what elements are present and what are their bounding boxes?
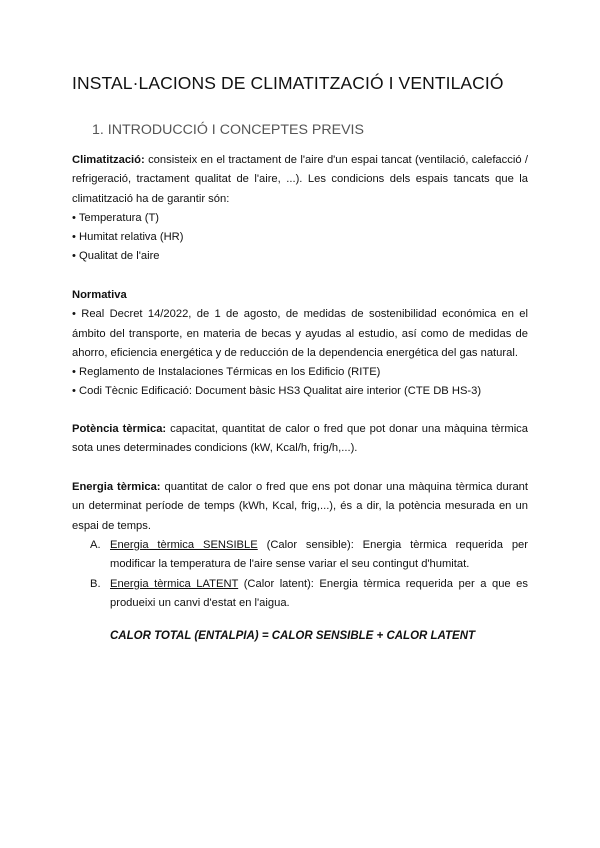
list-marker: A.: [90, 539, 101, 551]
climatitzacio-paragraph: [72, 151, 528, 267]
normativa-section: [72, 286, 528, 402]
item-label: Energia tèrmica LATENT: [110, 577, 239, 590]
term: Climatització:: [72, 154, 145, 166]
term: Potència tèrmica:: [72, 423, 167, 435]
definition: consisteix en el tractament de l'aire d'un espai tancat (ventilació, calefacció / refrigeració, tractament qualitat de l'aire, ...). Les condicions dels espais tancats que la climatització ha de garantir són:: [72, 154, 528, 205]
list-item: • Codi Tècnic Edificació: Document bàsic HS3 Qualitat aire interior (CTE DB HS-3): [72, 385, 482, 398]
list-item: [90, 575, 528, 614]
energia-paragraph: [72, 478, 528, 536]
energia-list: [90, 536, 528, 613]
document-title: INSTAL·LACIONS DE CLIMATITZACIÓ I VENTILACIÓ: [72, 73, 504, 93]
term: Energia tèrmica:: [72, 481, 161, 493]
section-heading: 1. INTRODUCCIÓ I CONCEPTES PREVIS: [92, 122, 364, 138]
list-item: [90, 536, 528, 575]
list-item: • Temperatura (T): [72, 211, 160, 224]
list-item: • Reglamento de Instalaciones Térmicas en los Edificio (RITE): [72, 366, 381, 379]
definition: quantitat de calor o fred que ens pot donar una màquina tèrmica durant un determinat període de temps (kWh, Kcal, frig,...), és a dir, la potència mesurada en un espai de temps.: [72, 481, 528, 532]
item-text: (Calor sensible): Energia tèrmica requerida per modificar la temperatura de l'aire sense variar el seu contingut d'humitat.: [110, 539, 528, 571]
potencia-paragraph: [72, 420, 528, 459]
item-label: Energia tèrmica SENSIBLE: [110, 539, 258, 551]
normativa-heading: Normativa: [72, 289, 127, 301]
list-marker: B.: [90, 577, 101, 590]
list-item: • Real Decret 14/2022, de 1 de agosto, de medidas de sostenibilidad económica en el ámbito del transporte, en materia de becas y ayudas al estudio, así como de medidas de ahorro, eficiencia energética y de reducción de la dependencia energética del gas natural.: [72, 308, 528, 359]
item-text: (Calor latent): Energia tèrmica requerida per a que es produeixi un canvi d'estat en l'aigua.: [110, 577, 528, 609]
formula: CALOR TOTAL (ENTALPIA) = CALOR SENSIBLE + CALOR LATENT: [110, 630, 476, 642]
definition: capacitat, quantitat de calor o fred que pot donar una màquina tèrmica sota unes determinades condicions (kW, Kcal/h, frig/h,...).: [72, 423, 528, 455]
list-item: • Humitat relativa (HR): [72, 231, 184, 244]
list-item: • Qualitat de l'aire: [72, 250, 160, 263]
